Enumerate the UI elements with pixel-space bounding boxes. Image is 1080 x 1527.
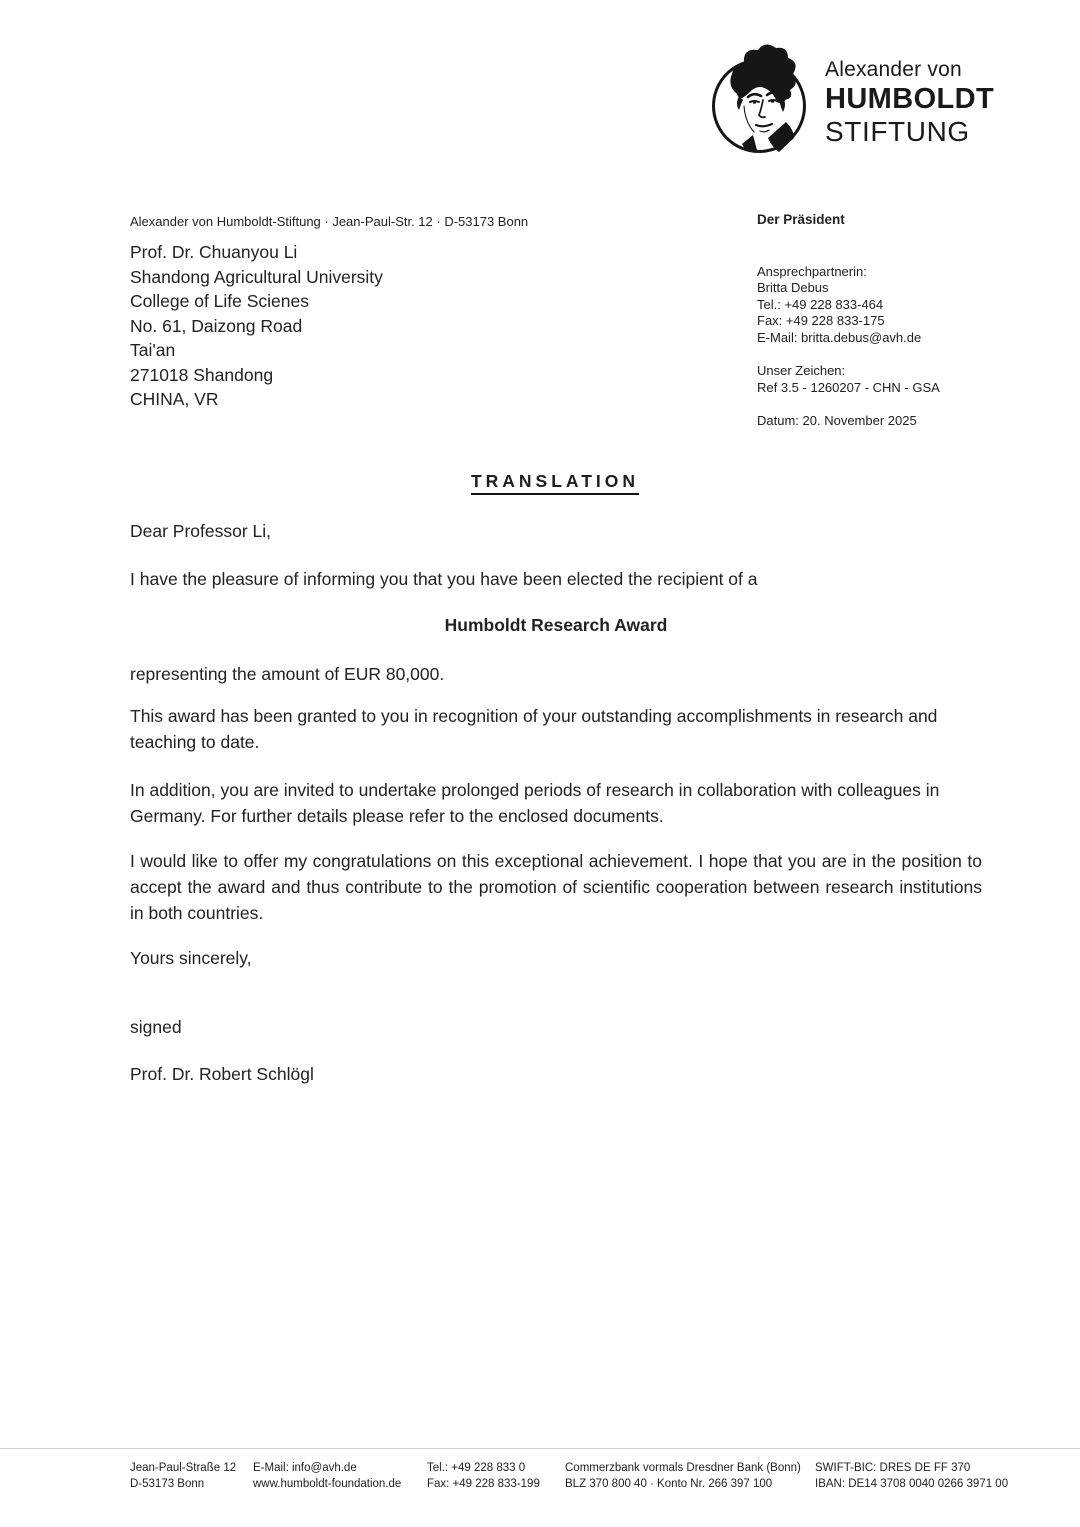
paragraph-intro: I have the pleasure of informing you that you have been elected the recipient of a bbox=[130, 569, 758, 589]
contact-block bbox=[757, 264, 1057, 347]
recipient-postcode: 271018 Shandong bbox=[130, 364, 274, 385]
reference-value: Ref 3.5 - 1260207 - CHN - GSA bbox=[757, 379, 940, 395]
footer-street: Jean-Paul-Straße 12 bbox=[130, 1462, 237, 1474]
footer-website: www.humboldt-foundation.de bbox=[253, 1477, 402, 1490]
recipient-address-block bbox=[130, 240, 383, 412]
paragraph-congratulations: I would like to offer my congratulations on this exceptional achievement. I hope that you are in the position to accept the award and thus contribute to the promotion of scientific cooperation between research institutions in both countries. bbox=[130, 851, 982, 923]
award-name-heading: Humboldt Research Award bbox=[444, 615, 668, 635]
date-line: Datum: 20. November 2025 bbox=[757, 413, 917, 428]
footer-iban: IBAN: DE14 3708 0040 0266 3971 00 bbox=[815, 1477, 1009, 1490]
paragraph-recognition: This award has been granted to you in recognition of your outstanding accomplishments in research and teaching to date. bbox=[130, 706, 938, 752]
footer-email: E-Mail: info@avh.de bbox=[253, 1462, 357, 1474]
recipient-institution: Shandong Agricultural University bbox=[130, 266, 383, 287]
paragraph-invitation: In addition, you are invited to undertake prolonged periods of research in collaboration with colleagues in Germany. For further details please refer to the enclosed documents. bbox=[130, 780, 940, 826]
recipient-street: No. 61, Daizong Road bbox=[130, 315, 303, 336]
letter-info-column bbox=[757, 212, 1057, 430]
footer-swift-bic: SWIFT-BIC: DRES DE FF 370 bbox=[815, 1462, 971, 1474]
humboldt-foundation-logo bbox=[708, 40, 994, 164]
contact-label: Ansprechpartnerin: bbox=[757, 263, 867, 279]
contact-name: Britta Debus bbox=[757, 280, 829, 295]
recipient-country: CHINA, VR bbox=[130, 389, 219, 409]
recipient-name: Prof. Dr. Chuanyou Li bbox=[130, 242, 298, 262]
footer-city: D-53173 Bonn bbox=[130, 1477, 205, 1490]
reference-label: Unser Zeichen: bbox=[757, 363, 846, 378]
closing-salutation: Yours sincerely, bbox=[130, 948, 252, 968]
footer-bank-column bbox=[565, 1461, 801, 1492]
recipient-city: Tai'an bbox=[130, 340, 176, 360]
footer-bank-name: Commerzbank vormals Dresdner Bank (Bonn) bbox=[565, 1462, 801, 1474]
president-title: Der Präsident bbox=[757, 212, 845, 227]
footer-fax: Fax: +49 228 833-199 bbox=[427, 1477, 540, 1490]
contact-tel: Tel.: +49 228 833-464 bbox=[757, 296, 884, 312]
footer-iban-column bbox=[815, 1461, 1008, 1492]
footer-address-column bbox=[130, 1461, 236, 1492]
signature-name: Prof. Dr. Robert Schlögl bbox=[130, 1064, 314, 1084]
footer-tel: Tel.: +49 228 833 0 bbox=[427, 1462, 526, 1474]
logo-line-alexander-von: Alexander von bbox=[825, 58, 962, 81]
sender-return-address: Alexander von Humboldt-Stiftung · Jean-Paul-Str. 12 · D-53173 Bonn bbox=[130, 214, 529, 229]
paragraph-amount: representing the amount of EUR 80,000. bbox=[130, 664, 445, 684]
recipient-department: College of Life Scienes bbox=[130, 291, 309, 311]
footer-phone-column bbox=[427, 1461, 540, 1492]
logo-wordmark bbox=[825, 56, 994, 148]
logo-line-stiftung: STIFTUNG bbox=[825, 116, 970, 147]
humboldt-portrait-icon bbox=[708, 40, 810, 164]
signed-note: signed bbox=[130, 1017, 182, 1037]
salutation: Dear Professor Li, bbox=[130, 521, 272, 541]
footer-bank-account: BLZ 370 800 40 · Konto Nr. 266 397 100 bbox=[565, 1477, 773, 1490]
footer-email-column bbox=[253, 1461, 401, 1492]
footer-divider bbox=[0, 1448, 1080, 1449]
contact-fax: Fax: +49 228 833-175 bbox=[757, 313, 885, 328]
contact-email: E-Mail: britta.debus@avh.de bbox=[757, 329, 922, 345]
logo-line-humboldt: HUMBOLDT bbox=[825, 83, 995, 115]
translation-heading: TRANSLATION bbox=[130, 471, 980, 492]
reference-block bbox=[757, 363, 1057, 396]
